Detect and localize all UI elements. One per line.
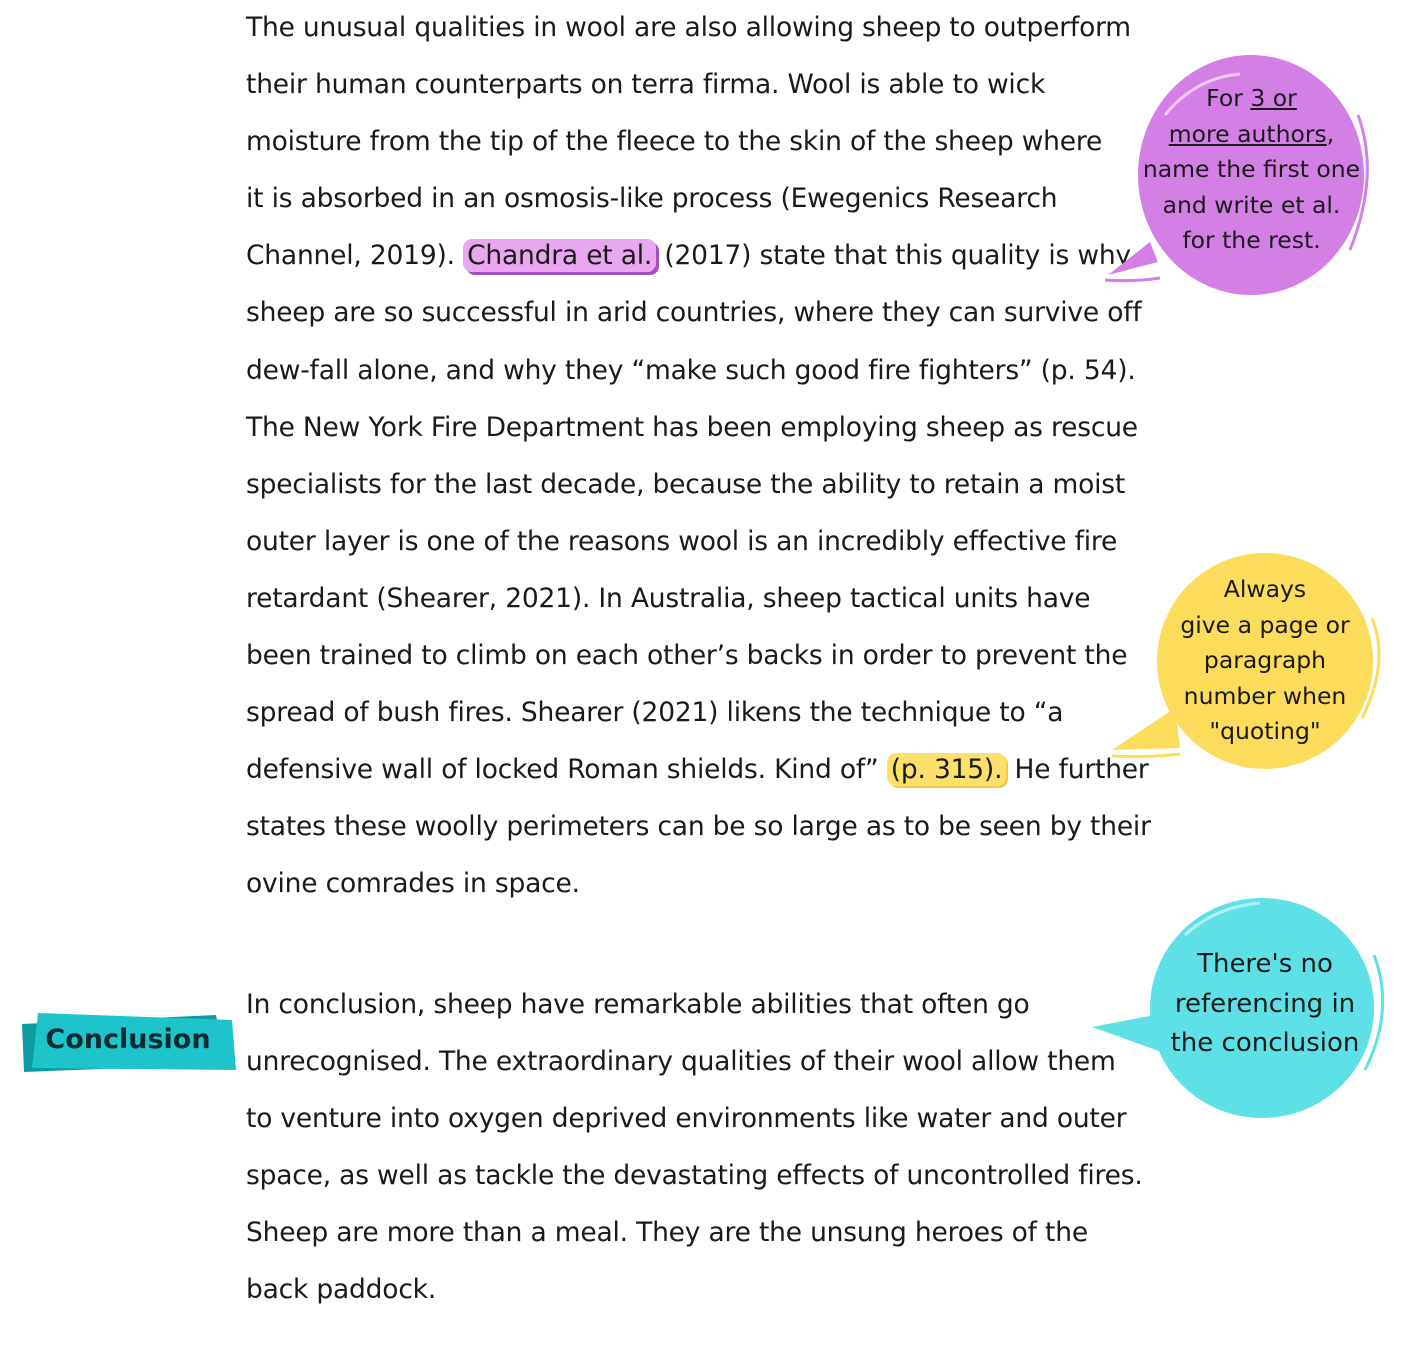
page-tip-text [1150,572,1380,750]
tip-line: There's no [1197,949,1333,979]
citation-highlight-page: (p. 315). [887,753,1007,786]
tip-line: paragraph [1203,646,1327,674]
text-line: Sheep are more than a meal. They are the unsung heroes of the [246,1217,1088,1249]
tip-line: and write et al. [1162,190,1341,219]
tip-line: for the rest. [1182,226,1321,254]
page-tip-bubble [1100,548,1400,778]
text-segment: He further [1006,754,1149,786]
text-line: been trained to climb on each other’s backs in order to prevent the [246,640,1128,672]
text-line [246,227,1176,284]
text-line: their human counterparts on terra firma. Wool is able to wick [246,69,1046,101]
conclusion-label: Conclusion [45,1024,211,1055]
tip-underlined: more authors [1168,119,1327,148]
body-paragraph [246,0,1176,913]
tip-segment: For [1206,84,1251,112]
conclusion-tag [20,1010,236,1076]
tip-line: "quoting" [1209,717,1321,745]
authors-tip-bubble [1080,60,1400,300]
tip-underlined: 3 or [1250,84,1297,112]
citation-highlight-authors: Chandra et al. [463,239,656,272]
text-line [246,741,1176,798]
text-line: The unusual qualities in wool are also allowing sheep to outperform [246,12,1131,43]
text-line: ovine comrades in space. [246,868,580,900]
tip-line [1129,117,1374,153]
text-line: space, as well as tackle the devastating effects of uncontrolled fires. [246,1160,1143,1192]
text-line: specialists for the last decade, because the ability to retain a moist [246,468,1126,500]
conclusion-tip-bubble [1090,895,1400,1125]
tip-line: the conclusion [1170,1028,1360,1058]
text-line: outer layer is one of the reasons wool is an incredibly effective fire [246,525,1118,557]
conclusion-paragraph [246,976,1176,1319]
text-line: it is absorbed in an osmosis-like process (Ewegenics Research [246,183,1058,215]
text-line: moisture from the tip of the fleece to the skin of the sheep where [246,126,1103,158]
tip-line: referencing in [1174,988,1356,1019]
text-segment: Channel, 2019). [246,240,464,272]
tip-line: number when [1183,681,1347,710]
text-line: to venture into oxygen deprived environments like water and outer [246,1103,1127,1135]
text-line: back paddock. [246,1274,437,1306]
authors-tip-text [1129,81,1374,259]
text-line: unrecognised. The extraordinary qualities of their wool allow them [246,1046,1116,1078]
text-line: retardant (Shearer, 2021). In Australia, sheep tactical units have [246,582,1091,614]
text-line: sheep are so successful in arid countries, where they can survive off [246,297,1142,329]
conclusion-tip-text [1150,945,1380,1064]
text-line: spread of bush fires. Shearer (2021) likens the technique to “a [246,697,1064,729]
text-line: The New York Fire Department has been employing sheep as rescue [246,411,1138,443]
text-segment: (2017) state that this quality is why [656,240,1131,272]
text-segment: defensive wall of locked Roman shields. Kind of” [246,754,887,786]
text-line: dew-fall alone, and why they “make such good fire fighters” (p. 54). [246,354,1136,386]
text-line: states these woolly perimeters can be so large as to be seen by their [246,811,1151,843]
tip-line [1129,81,1374,117]
tip-line: give a page or [1180,610,1350,639]
tip-segment: , [1326,119,1335,148]
text-line: In conclusion, sheep have remarkable abilities that often go [246,989,1030,1020]
tip-line: name the first one [1142,155,1361,183]
tip-line: Always [1223,575,1307,603]
